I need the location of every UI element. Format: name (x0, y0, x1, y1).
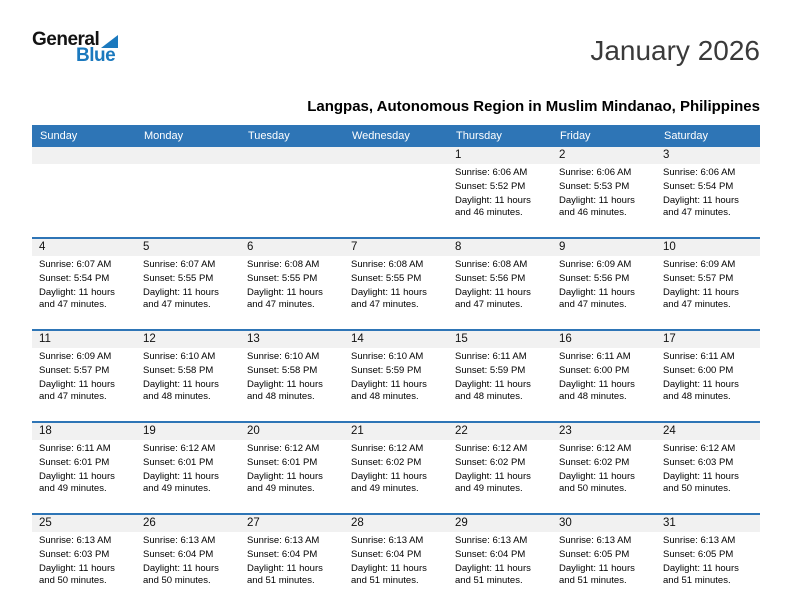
day-details (552, 440, 656, 503)
day-details (32, 440, 136, 503)
daylight-text: Daylight: 11 hours and 51 minutes. (247, 562, 323, 587)
sunrise-text: Sunrise: 6:13 AM (143, 535, 216, 546)
day-cell-29 (448, 515, 552, 605)
sunset-text: Sunset: 6:03 PM (39, 548, 110, 560)
day-number: 23 (552, 423, 656, 440)
sunset-text: Sunset: 6:04 PM (351, 548, 422, 560)
day-number: 13 (240, 331, 344, 348)
day-number: 4 (32, 239, 136, 256)
day-cell-22 (448, 423, 552, 513)
sunset-text: Sunset: 6:00 PM (663, 364, 734, 376)
day-number: 30 (552, 515, 656, 532)
daylight-text: Daylight: 11 hours and 47 minutes. (351, 286, 427, 311)
daylight-text: Daylight: 11 hours and 50 minutes. (663, 470, 739, 495)
day-cell-4 (32, 239, 136, 329)
sunset-text: Sunset: 6:00 PM (559, 364, 630, 376)
sunrise-text: Sunrise: 6:11 AM (663, 351, 735, 362)
sunrise-text: Sunrise: 6:11 AM (455, 351, 527, 362)
daylight-text: Daylight: 11 hours and 48 minutes. (559, 378, 635, 403)
day-details (448, 532, 552, 595)
day-number: 24 (656, 423, 760, 440)
sunrise-text: Sunrise: 6:11 AM (39, 443, 111, 454)
sunrise-text: Sunrise: 6:09 AM (39, 351, 112, 362)
day-details (656, 164, 760, 227)
day-details (552, 164, 656, 227)
day-number: 19 (136, 423, 240, 440)
day-cell-empty (32, 147, 136, 237)
day-number: 27 (240, 515, 344, 532)
weekday-monday: Monday (144, 130, 184, 142)
day-details (136, 164, 240, 173)
sunset-text: Sunset: 5:54 PM (39, 272, 110, 284)
weekday-tuesday: Tuesday (248, 130, 290, 142)
day-number: 6 (240, 239, 344, 256)
day-cell-17 (656, 331, 760, 421)
day-details (32, 164, 136, 173)
daylight-text: Daylight: 11 hours and 47 minutes. (247, 286, 323, 311)
day-cell-16 (552, 331, 656, 421)
sunset-text: Sunset: 6:04 PM (143, 548, 214, 560)
day-cell-empty (136, 147, 240, 237)
sunset-text: Sunset: 6:01 PM (39, 456, 110, 468)
logo-text-general: General (32, 29, 100, 50)
sunset-text: Sunset: 5:58 PM (247, 364, 318, 376)
day-number: 10 (656, 239, 760, 256)
daylight-text: Daylight: 11 hours and 50 minutes. (39, 562, 115, 587)
day-number (344, 147, 448, 164)
daylight-text: Daylight: 11 hours and 50 minutes. (143, 562, 219, 587)
daylight-text: Daylight: 11 hours and 47 minutes. (143, 286, 219, 311)
sunset-text: Sunset: 5:55 PM (247, 272, 318, 284)
daylight-text: Daylight: 11 hours and 48 minutes. (351, 378, 427, 403)
logo (32, 30, 118, 65)
day-details (344, 256, 448, 319)
sunset-text: Sunset: 5:57 PM (663, 272, 734, 284)
day-details (552, 532, 656, 595)
day-cell-12 (136, 331, 240, 421)
day-details (240, 256, 344, 319)
day-number: 28 (344, 515, 448, 532)
sunrise-text: Sunrise: 6:13 AM (247, 535, 320, 546)
sunrise-text: Sunrise: 6:06 AM (663, 167, 736, 178)
day-details (136, 348, 240, 411)
sunrise-text: Sunrise: 6:10 AM (143, 351, 216, 362)
day-cell-26 (136, 515, 240, 605)
day-number: 17 (656, 331, 760, 348)
daylight-text: Daylight: 11 hours and 48 minutes. (247, 378, 323, 403)
sunset-text: Sunset: 5:54 PM (663, 180, 734, 192)
day-details (344, 532, 448, 595)
daylight-text: Daylight: 11 hours and 47 minutes. (39, 286, 115, 311)
day-cell-13 (240, 331, 344, 421)
daylight-text: Daylight: 11 hours and 49 minutes. (247, 470, 323, 495)
sunrise-text: Sunrise: 6:12 AM (663, 443, 736, 454)
sunset-text: Sunset: 5:59 PM (455, 364, 526, 376)
day-cell-5 (136, 239, 240, 329)
day-details (344, 348, 448, 411)
day-details (136, 440, 240, 503)
day-number: 7 (344, 239, 448, 256)
sunset-text: Sunset: 6:04 PM (455, 548, 526, 560)
sunset-text: Sunset: 6:02 PM (351, 456, 422, 468)
day-details (656, 532, 760, 595)
daylight-text: Daylight: 11 hours and 49 minutes. (351, 470, 427, 495)
day-number: 29 (448, 515, 552, 532)
daylight-text: Daylight: 11 hours and 47 minutes. (455, 286, 531, 311)
day-cell-27 (240, 515, 344, 605)
day-number (32, 147, 136, 164)
week-row (32, 147, 760, 237)
weekday-friday: Friday (560, 130, 591, 142)
day-cell-23 (552, 423, 656, 513)
sunrise-text: Sunrise: 6:07 AM (143, 259, 216, 270)
daylight-text: Daylight: 11 hours and 47 minutes. (559, 286, 635, 311)
day-cell-31 (656, 515, 760, 605)
page-title: January 2026 (590, 35, 760, 66)
day-cell-1 (448, 147, 552, 237)
day-cell-7 (344, 239, 448, 329)
day-number: 31 (656, 515, 760, 532)
day-cell-empty (344, 147, 448, 237)
calendar-weeks (32, 147, 760, 605)
sunrise-text: Sunrise: 6:09 AM (559, 259, 632, 270)
sunset-text: Sunset: 6:02 PM (455, 456, 526, 468)
week-row (32, 237, 760, 329)
sunrise-text: Sunrise: 6:13 AM (663, 535, 736, 546)
weekday-saturday: Saturday (664, 130, 709, 142)
sunrise-text: Sunrise: 6:08 AM (351, 259, 424, 270)
daylight-text: Daylight: 11 hours and 48 minutes. (663, 378, 739, 403)
page-subtitle: Langpas, Autonomous Region in Muslim Mindanao, Philippines (307, 98, 760, 115)
sunset-text: Sunset: 6:02 PM (559, 456, 630, 468)
sunset-text: Sunset: 6:05 PM (559, 548, 630, 560)
sunrise-text: Sunrise: 6:13 AM (455, 535, 528, 546)
sunrise-text: Sunrise: 6:13 AM (39, 535, 112, 546)
day-details (32, 256, 136, 319)
day-number: 25 (32, 515, 136, 532)
sunset-text: Sunset: 6:01 PM (143, 456, 214, 468)
day-number: 3 (656, 147, 760, 164)
day-number: 22 (448, 423, 552, 440)
week-row (32, 421, 760, 513)
day-cell-30 (552, 515, 656, 605)
sunrise-text: Sunrise: 6:11 AM (559, 351, 631, 362)
sunset-text: Sunset: 5:56 PM (559, 272, 630, 284)
day-details (344, 164, 448, 173)
weekday-thursday: Thursday (456, 130, 502, 142)
week-row (32, 329, 760, 421)
weekday-header-row (32, 125, 760, 147)
day-details (136, 256, 240, 319)
page-header (32, 30, 760, 88)
sunset-text: Sunset: 5:55 PM (351, 272, 422, 284)
sunrise-text: Sunrise: 6:12 AM (351, 443, 424, 454)
daylight-text: Daylight: 11 hours and 49 minutes. (143, 470, 219, 495)
day-number: 9 (552, 239, 656, 256)
day-details (448, 256, 552, 319)
sunrise-text: Sunrise: 6:08 AM (247, 259, 320, 270)
day-details (240, 440, 344, 503)
sunset-text: Sunset: 6:05 PM (663, 548, 734, 560)
daylight-text: Daylight: 11 hours and 51 minutes. (455, 562, 531, 587)
day-details (448, 164, 552, 227)
weekday-wednesday: Wednesday (352, 130, 410, 142)
day-cell-19 (136, 423, 240, 513)
day-cell-2 (552, 147, 656, 237)
sunrise-text: Sunrise: 6:06 AM (559, 167, 632, 178)
sunrise-text: Sunrise: 6:07 AM (39, 259, 112, 270)
day-details (136, 532, 240, 595)
day-number: 21 (344, 423, 448, 440)
day-cell-8 (448, 239, 552, 329)
day-number: 16 (552, 331, 656, 348)
day-cell-6 (240, 239, 344, 329)
daylight-text: Daylight: 11 hours and 47 minutes. (663, 286, 739, 311)
day-details (240, 164, 344, 173)
daylight-text: Daylight: 11 hours and 49 minutes. (455, 470, 531, 495)
day-number: 8 (448, 239, 552, 256)
sunrise-text: Sunrise: 6:13 AM (351, 535, 424, 546)
day-details (240, 532, 344, 595)
day-cell-21 (344, 423, 448, 513)
day-cell-empty (240, 147, 344, 237)
sunset-text: Sunset: 6:01 PM (247, 456, 318, 468)
daylight-text: Daylight: 11 hours and 51 minutes. (663, 562, 739, 587)
logo-text-blue: Blue (76, 45, 116, 66)
day-number: 1 (448, 147, 552, 164)
sunrise-text: Sunrise: 6:12 AM (143, 443, 216, 454)
daylight-text: Daylight: 11 hours and 47 minutes. (663, 194, 739, 219)
sunrise-text: Sunrise: 6:08 AM (455, 259, 528, 270)
day-cell-14 (344, 331, 448, 421)
daylight-text: Daylight: 11 hours and 50 minutes. (559, 470, 635, 495)
day-details (448, 348, 552, 411)
daylight-text: Daylight: 11 hours and 46 minutes. (559, 194, 635, 219)
sunrise-text: Sunrise: 6:12 AM (247, 443, 320, 454)
sunset-text: Sunset: 5:56 PM (455, 272, 526, 284)
day-cell-20 (240, 423, 344, 513)
sunrise-text: Sunrise: 6:09 AM (663, 259, 736, 270)
sunset-text: Sunset: 5:52 PM (455, 180, 526, 192)
daylight-text: Daylight: 11 hours and 49 minutes. (39, 470, 115, 495)
day-details (32, 348, 136, 411)
sunrise-text: Sunrise: 6:12 AM (455, 443, 528, 454)
day-number: 20 (240, 423, 344, 440)
day-details (656, 348, 760, 411)
weekday-sunday: Sunday (40, 130, 78, 142)
day-cell-28 (344, 515, 448, 605)
day-number: 5 (136, 239, 240, 256)
day-details (552, 348, 656, 411)
day-cell-25 (32, 515, 136, 605)
day-details (448, 440, 552, 503)
day-number: 12 (136, 331, 240, 348)
day-number: 15 (448, 331, 552, 348)
day-details (656, 256, 760, 319)
day-cell-3 (656, 147, 760, 237)
day-number: 14 (344, 331, 448, 348)
daylight-text: Daylight: 11 hours and 51 minutes. (559, 562, 635, 587)
calendar (32, 125, 760, 605)
day-cell-24 (656, 423, 760, 513)
sunrise-text: Sunrise: 6:10 AM (351, 351, 424, 362)
daylight-text: Daylight: 11 hours and 46 minutes. (455, 194, 531, 219)
day-details (240, 348, 344, 411)
day-cell-11 (32, 331, 136, 421)
daylight-text: Daylight: 11 hours and 47 minutes. (39, 378, 115, 403)
sunset-text: Sunset: 6:03 PM (663, 456, 734, 468)
day-cell-18 (32, 423, 136, 513)
sunrise-text: Sunrise: 6:12 AM (559, 443, 632, 454)
sunset-text: Sunset: 5:55 PM (143, 272, 214, 284)
day-number (136, 147, 240, 164)
sunrise-text: Sunrise: 6:10 AM (247, 351, 320, 362)
sunrise-text: Sunrise: 6:06 AM (455, 167, 528, 178)
sunset-text: Sunset: 6:04 PM (247, 548, 318, 560)
day-details (344, 440, 448, 503)
day-number: 18 (32, 423, 136, 440)
week-row (32, 513, 760, 605)
day-cell-10 (656, 239, 760, 329)
sunset-text: Sunset: 5:58 PM (143, 364, 214, 376)
day-number (240, 147, 344, 164)
day-number: 11 (32, 331, 136, 348)
day-cell-9 (552, 239, 656, 329)
sunrise-text: Sunrise: 6:13 AM (559, 535, 632, 546)
sunset-text: Sunset: 5:57 PM (39, 364, 110, 376)
day-number: 26 (136, 515, 240, 532)
sunset-text: Sunset: 5:59 PM (351, 364, 422, 376)
day-details (32, 532, 136, 595)
daylight-text: Daylight: 11 hours and 48 minutes. (455, 378, 531, 403)
daylight-text: Daylight: 11 hours and 48 minutes. (143, 378, 219, 403)
sunset-text: Sunset: 5:53 PM (559, 180, 630, 192)
day-cell-15 (448, 331, 552, 421)
daylight-text: Daylight: 11 hours and 51 minutes. (351, 562, 427, 587)
day-details (656, 440, 760, 503)
day-details (552, 256, 656, 319)
day-number: 2 (552, 147, 656, 164)
